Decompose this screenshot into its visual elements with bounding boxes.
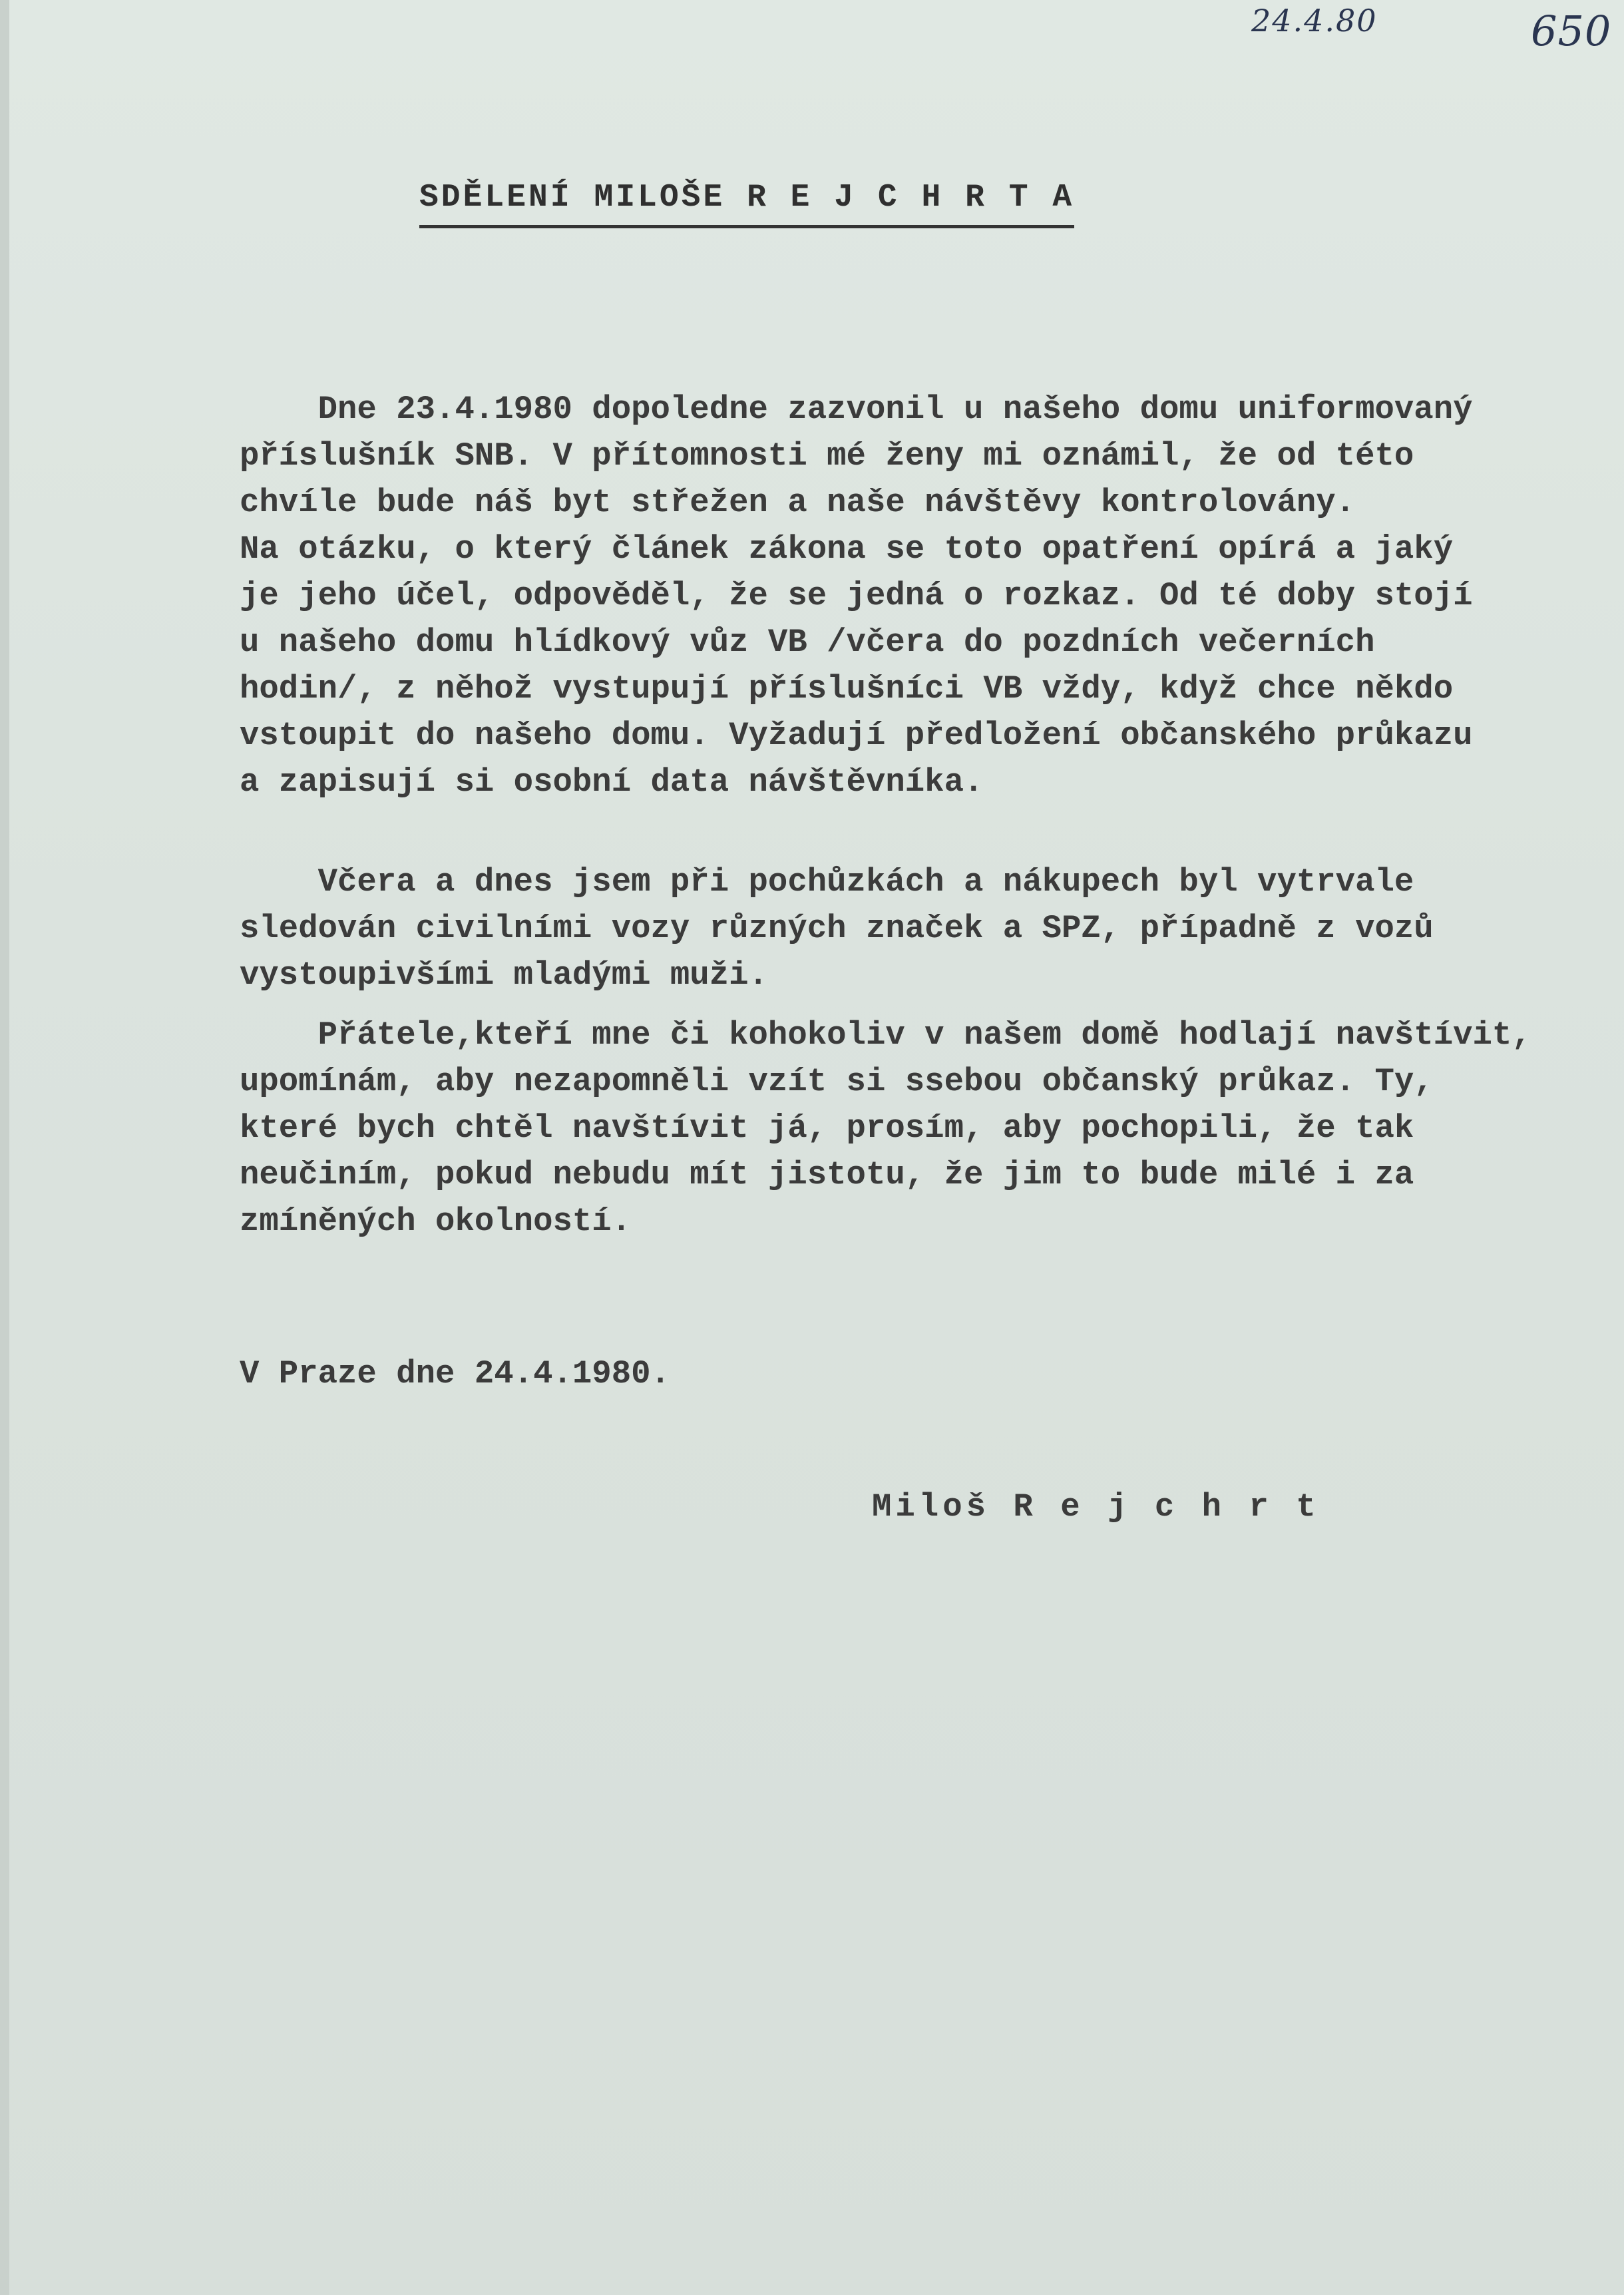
- paragraph-2: [240, 859, 1584, 998]
- page-edge: [0, 0, 9, 2295]
- text-line: příslušník SNB. V přítomnosti mé ženy mi oznámil, že od této: [240, 437, 1414, 475]
- text-line: Dne 23.4.1980 dopoledne zazvonil u našeho domu uniformovaný: [240, 391, 1473, 428]
- text-line: je jeho účel, odpověděl, že se jedná o rozkaz. Od té doby stojí: [240, 577, 1473, 614]
- handwritten-page-number: 650: [1531, 7, 1612, 55]
- text-line: které bych chtěl navštívit já, prosím, aby pochopili, že tak: [240, 1110, 1414, 1147]
- place-and-date: V Praze dne 24.4.1980.: [240, 1355, 670, 1392]
- text-line: zmíněných okolností.: [240, 1203, 632, 1240]
- text-line: Na otázku, o který článek zákona se toto opatření opírá a jaký: [240, 530, 1454, 568]
- text-line: a zapisují si osobní data návštěvníka.: [240, 763, 984, 801]
- text-line: upomínám, aby nezapomněli vzít si ssebou občanský průkaz. Ty,: [240, 1063, 1434, 1100]
- text-line: vstoupit do našeho domu. Vyžadují předložení občanského průkazu: [240, 717, 1473, 754]
- paragraph-3: [240, 1012, 1584, 1245]
- text-line: vystoupivšími mladými muži.: [240, 956, 768, 994]
- signature-name: Miloš R e j c h r t: [872, 1488, 1320, 1526]
- paragraph-1: [240, 386, 1584, 805]
- text-line: chvíle bude náš byt střežen a naše návštěvy kontrolovány.: [240, 484, 1356, 521]
- document-title: SDĚLENÍ MILOŠE R E J C H R T A: [419, 180, 1074, 228]
- text-line: Přátele,kteří mne či kohokoliv v našem domě hodlají navštívit,: [240, 1016, 1531, 1054]
- text-line: neučiním, pokud nebudu mít jistotu, že jim to bude milé i za: [240, 1156, 1414, 1193]
- text-line: u našeho domu hlídkový vůz VB /včera do pozdních večerních: [240, 624, 1375, 661]
- text-line: Včera a dnes jsem při pochůzkách a nákupech byl vytrvale: [240, 863, 1414, 901]
- text-line: hodin/, z něhož vystupují příslušníci VB vždy, když chce někdo: [240, 670, 1454, 708]
- text-line: sledován civilními vozy různých značek a SPZ, případně z vozů: [240, 910, 1434, 947]
- handwritten-date: 24.4.80: [1251, 3, 1378, 39]
